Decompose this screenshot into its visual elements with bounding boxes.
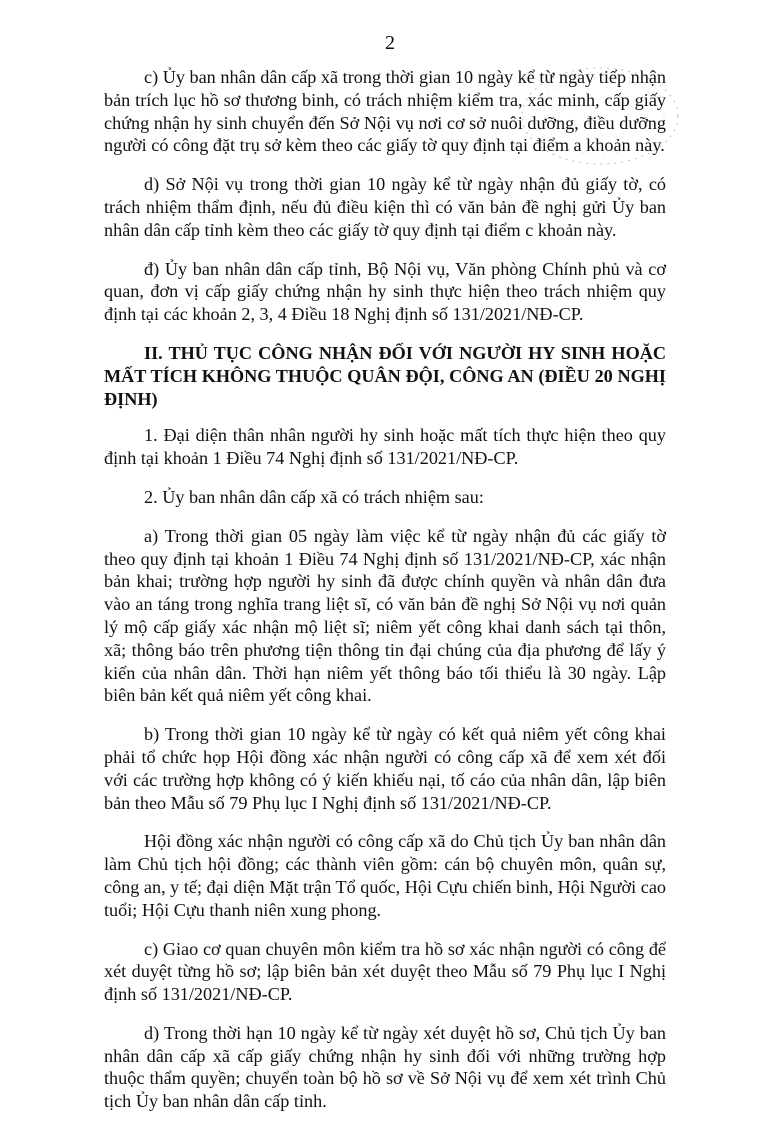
paragraph-b-council-meeting: b) Trong thời gian 10 ngày kể từ ngày có kết quả niêm yết công khai phải tổ chức họp Hội đồng xác nhận người có công cấp xã để xem xét đối với các trường hợp không có ý kiến khiếu nại, tố cáo của nhân dân, lập biên bản theo Mẫu số 79 Phụ lục I Nghị định số 131/2021/NĐ-CP. xyxy=(104,724,666,813)
paragraph-1-family-representative: 1. Đại diện thân nhân người hy sinh hoặc mất tích thực hiện theo quy định tại khoản 1 Điều 74 Nghị định số 131/2021/NĐ-CP. xyxy=(104,425,666,469)
paragraph-council-members: Hội đồng xác nhận người có công cấp xã do Chủ tịch Ủy ban nhân dân làm Chủ tịch hội đồng; các thành viên gồm: cán bộ chuyên môn, quân sự, công an, y tế; đại diện Mặt trận Tổ quốc, Hội Cựu chiến binh, Hội Người cao tuổi; Hội Cựu thanh niên xung phong. xyxy=(104,831,666,920)
paragraph-2-commune-duties: 2. Ủy ban nhân dân cấp xã có trách nhiệm sau: xyxy=(144,486,484,507)
page-number: 2 xyxy=(385,32,395,54)
paragraph-c-commune-verification: c) Ủy ban nhân dân cấp xã trong thời gian 10 ngày kể từ ngày tiếp nhận bản trích lục hồ sơ thương binh, có trách nhiệm kiểm tra, xác minh, cấp giấy chứng nhận hy sinh chuyển đến Sở Nội vụ nơi cơ sở nuôi dưỡng, điều dưỡng người có công đặt trụ sở kèm theo các giấy tờ quy định tại điểm a khoản này. xyxy=(104,67,666,156)
paragraph-dd-provincial-responsibility: đ) Ủy ban nhân dân cấp tỉnh, Bộ Nội vụ, Văn phòng Chính phủ và cơ quan, đơn vị cấp giấy chứng nhận hy sinh thực hiện theo trách nhiệm quy định tại các khoản 2, 3, 4 Điều 18 Nghị định số 131/2021/NĐ-CP. xyxy=(104,258,666,325)
paragraph-c-dossier-review: c) Giao cơ quan chuyên môn kiểm tra hồ sơ xác nhận người có công để xét duyệt từng hồ sơ; lập biên bản xét duyệt theo Mẫu số 79 Phụ lục I Nghị định số 131/2021/NĐ-CP. xyxy=(104,938,666,1005)
paragraph-d-department-appraisal: d) Sở Nội vụ trong thời gian 10 ngày kể từ ngày nhận đủ giấy tờ, có trách nhiệm thẩm định, nếu đủ điều kiện thì có văn bản đề nghị gửi Ủy ban nhân dân cấp tỉnh kèm theo các giấy tờ quy định tại điểm c khoản này. xyxy=(104,174,666,240)
section-heading-ii: II. THỦ TỤC CÔNG NHẬN ĐỐI VỚI NGƯỜI HY SINH HOẶC MẤT TÍCH KHÔNG THUỘC QUÂN ĐỘI, CÔNG AN (ĐIỀU 20 NGHỊ ĐỊNH) xyxy=(104,342,666,409)
paragraph-d-certificate-issuance: d) Trong thời hạn 10 ngày kể từ ngày xét duyệt hồ sơ, Chủ tịch Ủy ban nhân dân cấp xã cấp giấy chứng nhận hy sinh đối với những trường hợp thuộc thẩm quyền; chuyển toàn bộ hồ sơ về Sở Nội vụ để xem xét trình Chủ tịch Ủy ban nhân dân cấp tỉnh. xyxy=(104,1022,666,1112)
paragraph-a-posting-notice: a) Trong thời gian 05 ngày làm việc kể từ ngày nhận đủ các giấy tờ theo quy định tại khoản 1 Điều 74 Nghị định số 131/2021/NĐ-CP, xác nhận bản khai; trường hợp người hy sinh đã được chính quyền và nhân dân đưa vào an táng trong nghĩa trang liệt sĩ, có văn bản đề nghị Sở Nội vụ nơi quản lý mộ cấp giấy xác nhận mộ liệt sĩ; niêm yết công khai danh sách tại thôn, xã; thông báo trên phương tiện thông tin đại chúng của địa phương để lấy ý kiến của nhân dân. Thời hạn niêm yết thông báo tối thiểu là 30 ngày. Lập biên bản kết quả niêm yết công khai. xyxy=(104,525,666,706)
document-body xyxy=(104,66,666,1129)
